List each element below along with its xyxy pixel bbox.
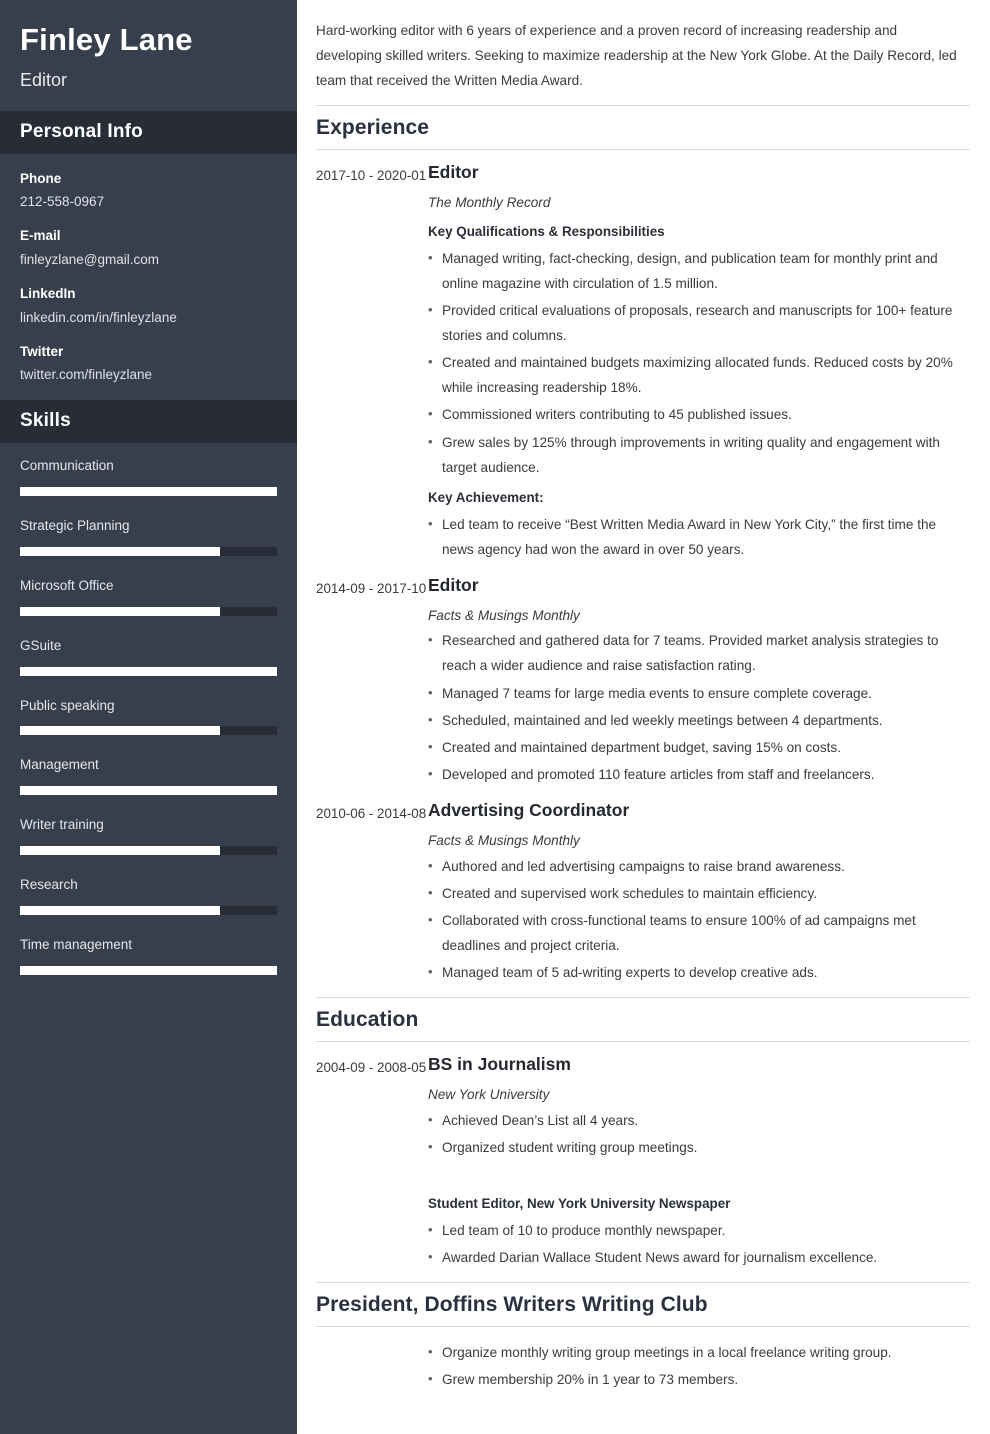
entry-spacer <box>428 1160 964 1186</box>
personal-info-value: linkedin.com/in/finleyzlane <box>20 309 177 325</box>
entry-dates: 2010-06 - 2014-08 <box>316 806 427 822</box>
entry-secondary-bullet-list <box>428 512 964 562</box>
skill-level-fill <box>20 966 277 975</box>
skill-item <box>20 876 277 915</box>
entry-role-title: BS in Journalism <box>428 1054 571 1075</box>
entry-bullet: • Managed team of 5 ad-writing experts to develop creative ads. <box>428 960 964 985</box>
entry-bullet: • Provided critical evaluations of proposals, research and manuscripts for 100+ feature stories and columns. <box>428 298 964 348</box>
skill-level-fill <box>20 846 220 855</box>
entry-role-title: Editor <box>428 574 479 595</box>
experience-heading: Experience <box>316 116 430 140</box>
skill-level-fill <box>20 786 277 795</box>
skills-heading: Skills <box>20 409 71 431</box>
club-bullet-list <box>428 1340 964 1392</box>
skill-label: Management <box>20 757 99 773</box>
entry-secondary-subheading: Key Achievement: <box>428 489 544 505</box>
personal-info-label: E-mail <box>20 228 61 244</box>
entry-bullet: • Created and maintained budgets maximizing allocated funds. Reduced costs by 20% while increasing readership 18%. <box>428 350 964 400</box>
skill-level-bar <box>20 726 277 735</box>
entry-bullet: • Created and maintained department budget, saving 15% on costs. <box>428 735 964 760</box>
club-entry <box>316 1338 970 1392</box>
personal-info-value: twitter.com/finleyzlane <box>20 367 153 383</box>
skill-item <box>20 517 277 556</box>
skill-item <box>20 637 277 676</box>
main-content <box>297 0 990 1434</box>
entry-bullet-list <box>428 1108 964 1160</box>
personal-info-item <box>20 226 277 270</box>
entry-bullet: • Grew sales by 125% through improvements in writing quality and engagement with target audience. <box>428 430 964 480</box>
candidate-name: Finley Lane <box>20 22 193 57</box>
club-entry-body <box>428 1338 970 1392</box>
entry-secondary-subheading: Student Editor, New York University Newspaper <box>428 1195 731 1211</box>
entry-bullet: • Developed and promoted 110 feature articles from staff and freelancers. <box>428 762 964 787</box>
education-entries <box>316 1053 970 1270</box>
skill-item <box>20 936 277 975</box>
candidate-job-title: Editor <box>20 69 68 90</box>
experience-section <box>316 105 970 985</box>
entry-bullet: • Created and supervised work schedules to maintain efficiency. <box>428 881 964 906</box>
personal-info-list <box>0 154 297 386</box>
education-section-head <box>316 997 970 1042</box>
sidebar <box>0 0 297 1434</box>
resume-entry <box>316 161 970 561</box>
entry-bullet: • Commissioned writers contributing to 45 published issues. <box>428 402 964 427</box>
education-heading: Education <box>316 1008 419 1032</box>
skill-level-fill <box>20 487 277 496</box>
skill-label: Research <box>20 877 78 893</box>
experience-entries <box>316 161 970 985</box>
resume-entry <box>316 1053 970 1270</box>
entry-body <box>428 799 970 985</box>
entry-role-title: Editor <box>428 162 479 183</box>
skill-label: Public speaking <box>20 697 115 713</box>
skill-level-bar <box>20 786 277 795</box>
skill-item <box>20 697 277 736</box>
skill-label: GSuite <box>20 637 62 653</box>
skill-level-bar <box>20 667 277 676</box>
entry-organization: New York University <box>428 1086 550 1102</box>
personal-info-heading: Personal Info <box>20 120 143 142</box>
personal-info-value: finleyzlane@gmail.com <box>20 251 160 267</box>
skill-level-fill <box>20 547 220 556</box>
personal-info-value: 212-558-0967 <box>20 193 105 209</box>
personal-info-item <box>20 169 277 213</box>
skill-label: Writer training <box>20 817 104 833</box>
entry-body <box>428 574 970 787</box>
skill-item <box>20 756 277 795</box>
skill-level-bar <box>20 906 277 915</box>
entry-bullet-list <box>428 628 964 787</box>
skill-level-fill <box>20 607 220 616</box>
entry-bullet: • Achieved Dean’s List all 4 years. <box>428 1108 964 1133</box>
skills-heading-band <box>0 400 297 443</box>
entry-bullet: • Managed 7 teams for large media events to ensure complete coverage. <box>428 681 964 706</box>
professional-summary: Hard-working editor with 6 years of experience and a proven record of increasing readership and developing skilled writers. Seeking to maximize readership at the New York Globe. At the Daily Record, led team that received the Written Media Award. <box>316 23 957 89</box>
entry-secondary-bullet-list <box>428 1218 964 1270</box>
club-bullet: • Grew membership 20% in 1 year to 73 members. <box>428 1367 964 1392</box>
entry-body <box>428 1053 970 1270</box>
skill-level-bar <box>20 846 277 855</box>
skill-level-bar <box>20 607 277 616</box>
club-bullet: • Organize monthly writing group meetings in a local freelance writing group. <box>428 1340 964 1365</box>
entry-bullet: • Authored and led advertising campaigns to raise brand awareness. <box>428 854 964 879</box>
skill-level-fill <box>20 906 220 915</box>
entry-role-title: Advertising Coordinator <box>428 800 630 821</box>
personal-info-label: Twitter <box>20 344 64 360</box>
entry-dates: 2017-10 - 2020-01 <box>316 168 427 184</box>
personal-info-label: LinkedIn <box>20 286 76 302</box>
personal-info-item <box>20 342 277 386</box>
name-block <box>0 0 297 111</box>
entry-dates: 2004-09 - 2008-05 <box>316 1060 427 1076</box>
entry-bullet: • Awarded Darian Wallace Student News award for journalism excellence. <box>428 1245 964 1270</box>
skills-list <box>0 443 297 1020</box>
entry-organization: Facts & Musings Monthly <box>428 832 580 848</box>
personal-info-label: Phone <box>20 170 62 186</box>
skill-label: Strategic Planning <box>20 517 130 533</box>
entry-bullet: • Led team to receive “Best Written Media Award in New York City,” the first time the news agency had won the award in over 50 years. <box>428 512 964 562</box>
entry-bullet: • Scheduled, maintained and led weekly meetings between 4 departments. <box>428 708 964 733</box>
skill-level-bar <box>20 487 277 496</box>
entry-dates: 2014-09 - 2017-10 <box>316 580 427 596</box>
skill-item <box>20 457 277 496</box>
personal-info-item <box>20 284 277 328</box>
club-section-head <box>316 1282 970 1327</box>
entry-bullet: • Managed writing, fact-checking, design, and publication team for monthly print and online magazine with circulation of 1.5 million. <box>428 246 964 296</box>
skill-level-fill <box>20 667 277 676</box>
resume-entry <box>316 574 970 787</box>
personal-info-heading-band <box>0 111 297 154</box>
entry-body <box>428 161 970 561</box>
skill-level-bar <box>20 966 277 975</box>
entry-subheading: Key Qualifications & Responsibilities <box>428 223 665 239</box>
entry-organization: Facts & Musings Monthly <box>428 607 580 623</box>
entry-organization: The Monthly Record <box>428 195 551 211</box>
entry-bullet: • Led team of 10 to produce monthly newspaper. <box>428 1218 964 1243</box>
entry-bullet-list <box>428 854 964 986</box>
skill-item <box>20 816 277 855</box>
entry-bullet-list <box>428 246 964 480</box>
entry-bullet: • Collaborated with cross-functional teams to ensure 100% of ad campaigns met deadlines and project criteria. <box>428 908 964 958</box>
skill-label: Communication <box>20 457 114 473</box>
skill-item <box>20 577 277 616</box>
resume-entry <box>316 799 970 985</box>
entry-bullet: • Organized student writing group meetings. <box>428 1135 964 1160</box>
club-heading: President, Doffins Writers Writing Club <box>316 1292 708 1316</box>
club-section <box>316 1282 970 1392</box>
education-section <box>316 997 970 1270</box>
skill-level-bar <box>20 547 277 556</box>
experience-section-head <box>316 105 970 150</box>
skill-label: Microsoft Office <box>20 577 114 593</box>
skill-label: Time management <box>20 937 133 953</box>
entry-bullet: • Researched and gathered data for 7 teams. Provided market analysis strategies to reach a wider audience and raise satisfaction rating. <box>428 628 964 678</box>
skill-level-fill <box>20 726 220 735</box>
